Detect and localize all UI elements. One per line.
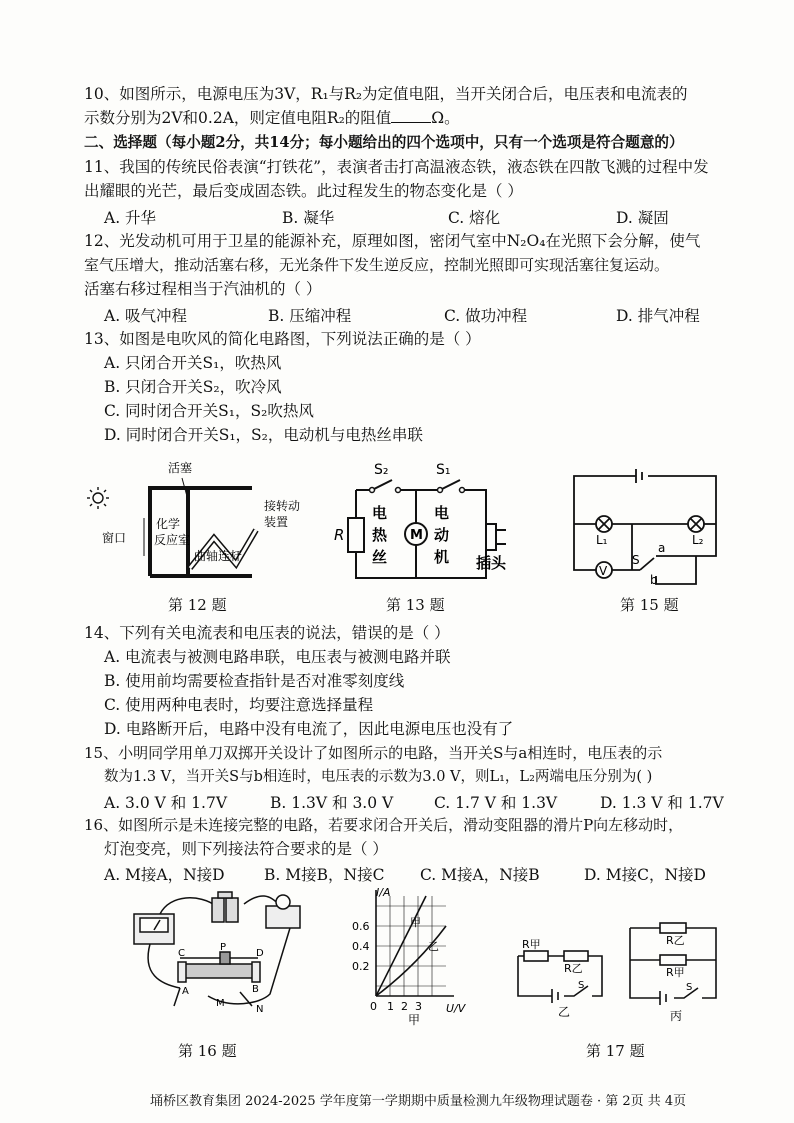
- graph-line-yi-label: 乙: [428, 940, 439, 953]
- q13-option-c[interactable]: C. 同时闭合开关S₁，S₂吹热风: [104, 402, 314, 420]
- graph-ytick-0-2: 0.2: [352, 960, 370, 973]
- q10-line1: 10、如图所示，电源电压为3V，R₁与R₂为定值电阻，当开关闭合后，电压表和电流表的: [84, 85, 688, 103]
- q11-option-a[interactable]: A. 升华: [104, 209, 157, 227]
- q16-option-d[interactable]: D. M接C，N接D: [584, 866, 706, 884]
- section-2-heading: 二、选择题（每小题2分，共14分；每小题给出的四个选项中，只有一个选项是符合题意的）: [84, 134, 684, 151]
- label-plug: 插头: [476, 554, 507, 572]
- yi-label-s: S: [578, 980, 585, 991]
- q16-option-c[interactable]: C. M接A，N接B: [420, 866, 540, 884]
- bing-sub-label: 丙: [670, 1009, 683, 1023]
- q15-option-b[interactable]: B. 1.3V 和 3.0 V: [270, 794, 394, 812]
- q16-option-b[interactable]: B. M接B，N接C: [264, 866, 385, 884]
- graph-xtick-1: 1: [387, 1000, 394, 1013]
- lamp-l2-icon: [688, 516, 704, 532]
- graph-ytick-0-6: 0.6: [352, 920, 370, 933]
- q12-option-c[interactable]: C. 做功冲程: [444, 307, 528, 325]
- q14-option-c[interactable]: C. 使用两种电表时，均要注意选择量程: [104, 696, 374, 714]
- bulb-icon: [266, 895, 300, 928]
- label-motor-1: 电: [434, 504, 450, 522]
- graph-xlabel: U/V: [446, 1002, 466, 1015]
- q12-line2: 室气压增大，推动活塞右移，无光条件下发生逆反应，控制光照即可实现活塞往复运动。: [84, 256, 670, 274]
- graph-line-jia-label: 甲: [410, 916, 421, 929]
- label-window: 窗口: [102, 531, 127, 545]
- figure-16-caption: 第 16 题: [178, 1042, 237, 1060]
- q13-stem: 13、如图是电吹风的简化电路图，下列说法正确的是（ ）: [84, 330, 481, 348]
- q11-option-d[interactable]: D. 凝固: [616, 209, 669, 227]
- q10-unit: Ω。: [431, 109, 460, 127]
- q12-option-d[interactable]: D. 排气冲程: [616, 307, 700, 325]
- label-s1: S₁: [436, 462, 451, 478]
- label-heater-1: 电: [372, 504, 388, 522]
- label-contact-a: a: [658, 541, 666, 555]
- ammeter-icon: [134, 914, 174, 944]
- graph-ytick-0-4: 0.4: [352, 940, 370, 953]
- yi-label-r-yi: R乙: [564, 962, 583, 975]
- q12-option-a[interactable]: A. 吸气冲程: [104, 307, 188, 325]
- bing-label-r-yi: R乙: [666, 934, 685, 947]
- label-crank: 曲轴连杆: [194, 549, 243, 563]
- figure-17-caption: 第 17 题: [586, 1042, 645, 1060]
- battery-icon: [212, 892, 238, 922]
- label-contact-b: b: [650, 573, 658, 587]
- label-chamber-2: 反应室: [154, 533, 191, 547]
- graph-xtick-3: 3: [415, 1000, 422, 1013]
- figure-13-caption: 第 13 题: [386, 596, 445, 614]
- figure-12-caption: 第 12 题: [168, 596, 227, 614]
- figure-15-circuit: [566, 466, 726, 590]
- figure-12-light-engine: [84, 458, 304, 590]
- q12-options: [104, 304, 744, 324]
- q13-option-d[interactable]: D. 同时闭合开关S₁，S₂，电动机与电热丝串联: [104, 426, 423, 444]
- q15-option-a[interactable]: A. 3.0 V 和 1.7V: [104, 794, 228, 812]
- page-footer: 埇桥区教育集团 2024-2025 学年度第一学期期中质量检测九年级物理试题卷 · 第 2页 共 4页: [150, 1094, 687, 1109]
- label-device-1: 接转动: [264, 499, 301, 513]
- switch-s2-contact: [396, 488, 401, 493]
- q11-option-c[interactable]: C. 熔化: [448, 209, 501, 227]
- label-r: R: [334, 526, 345, 544]
- label-p: P: [220, 942, 227, 953]
- q16-options: [104, 863, 744, 883]
- q13-option-a[interactable]: A. 只闭合开关S₁，吹热风: [104, 354, 282, 372]
- label-heater-3: 丝: [372, 548, 388, 566]
- q14-option-b[interactable]: B. 使用前均需要检查指针是否对准零刻度线: [104, 672, 405, 690]
- label-chamber-1: 化学: [156, 517, 181, 531]
- label-c: C: [178, 948, 185, 959]
- graph-origin: 0: [370, 1000, 377, 1013]
- figure-16-circuit: [120, 884, 320, 1014]
- q14-option-a[interactable]: A. 电流表与被测电路串联，电压表与被测电路并联: [104, 648, 451, 666]
- label-piston: 活塞: [168, 461, 193, 475]
- label-motor-symbol: M: [410, 528, 423, 543]
- graph-xtick-2: 2: [401, 1000, 408, 1013]
- graph-ylabel: I/A: [376, 886, 391, 899]
- label-b: B: [252, 984, 259, 995]
- q12-line1: 12、光发动机可用于卫星的能源补充，原理如图，密闭气室中N₂O₄在光照下会分解，使气: [84, 232, 701, 250]
- graph-sub-label: 甲: [408, 1013, 421, 1026]
- figure-15-caption: 第 15 题: [620, 596, 679, 614]
- label-switch-s: S: [632, 553, 640, 567]
- rheostat-icon: [178, 952, 260, 982]
- bing-label-r-jia: R甲: [666, 966, 685, 979]
- q13-option-b[interactable]: B. 只闭合开关S₂，吹冷风: [104, 378, 282, 396]
- q10-line2-text: 示数分别为2V和0.2A，则定值电阻R₂的阻值: [84, 109, 392, 127]
- q14-stem: 14、下列有关电流表和电压表的说法，错误的是（ ）: [84, 624, 450, 642]
- q10-answer-blank[interactable]: [391, 108, 431, 123]
- switch-s1-pivot: [438, 488, 443, 493]
- q15-line1: 15、小明同学用单刀双掷开关设计了如图所示的电路，当开关S与a相连时，电压表的示: [84, 744, 663, 762]
- figure-17-circuit-bing: [620, 914, 726, 1024]
- label-voltmeter: V: [599, 564, 608, 578]
- label-d: D: [256, 948, 264, 959]
- label-motor-3: 机: [434, 548, 450, 566]
- q11-line1: 11、我国的传统民俗表演“打铁花”，表演者击打高温液态铁，液态铁在四散飞溅的过程中发: [84, 158, 709, 176]
- bing-label-s: S: [686, 982, 693, 993]
- figure-13-hairdryer-circuit: [330, 462, 530, 592]
- label-l1: L₁: [596, 533, 608, 547]
- q16-line1: 16、如图所示是未连接完整的电路，若要求闭合开关后，滑动变阻器的滑片P向左移动时，: [84, 816, 684, 834]
- q12-line3: 活塞右移过程相当于汽油机的（ ）: [84, 280, 322, 298]
- switch-s1-contact: [460, 488, 465, 493]
- label-motor-2: 动: [434, 526, 450, 544]
- yi-sub-label: 乙: [558, 1005, 571, 1019]
- q15-option-c[interactable]: C. 1.7 V 和 1.3V: [434, 794, 558, 812]
- label-m: M: [216, 998, 225, 1009]
- q15-options: [104, 791, 744, 811]
- figure-17-iu-graph: [346, 886, 486, 1026]
- figure-17-circuit-yi: [508, 936, 612, 1020]
- lamp-l1-icon: [596, 516, 612, 532]
- q11-line2: 出耀眼的光芒，最后变成固态铁。此过程发生的物态变化是（ ）: [84, 182, 523, 200]
- circuit-yi-wires: [518, 951, 602, 1003]
- sun-icon: [87, 487, 109, 509]
- q12-option-b[interactable]: B. 压缩冲程: [268, 307, 352, 325]
- label-heater-2: 热: [372, 526, 388, 544]
- q10-line2: [84, 108, 744, 128]
- q11-options: [104, 206, 744, 226]
- q15-line2: 数为1.3 V，当开关S与b相连时，电压表的示数为3.0 V，则L₁，L₂两端电压分别为( ): [104, 769, 653, 785]
- q11-option-b[interactable]: B. 凝华: [282, 209, 335, 227]
- switch-s2-pivot: [370, 488, 375, 493]
- q15-option-d[interactable]: D. 1.3 V 和 1.7V: [600, 794, 724, 812]
- label-device-2: 装置: [264, 515, 289, 529]
- q16-line2: 灯泡变亮，则下列接法符合要求的是（ ）: [104, 840, 388, 858]
- label-s2: S₂: [374, 462, 389, 478]
- q16-option-a[interactable]: A. M接A，N接D: [104, 866, 225, 884]
- label-a: A: [182, 986, 189, 997]
- label-n: N: [256, 1004, 264, 1014]
- q14-option-d[interactable]: D. 电路断开后，电路中没有电流了，因此电源电压也没有了: [104, 720, 514, 738]
- yi-label-r-jia: R甲: [522, 938, 541, 951]
- label-l2: L₂: [692, 533, 704, 547]
